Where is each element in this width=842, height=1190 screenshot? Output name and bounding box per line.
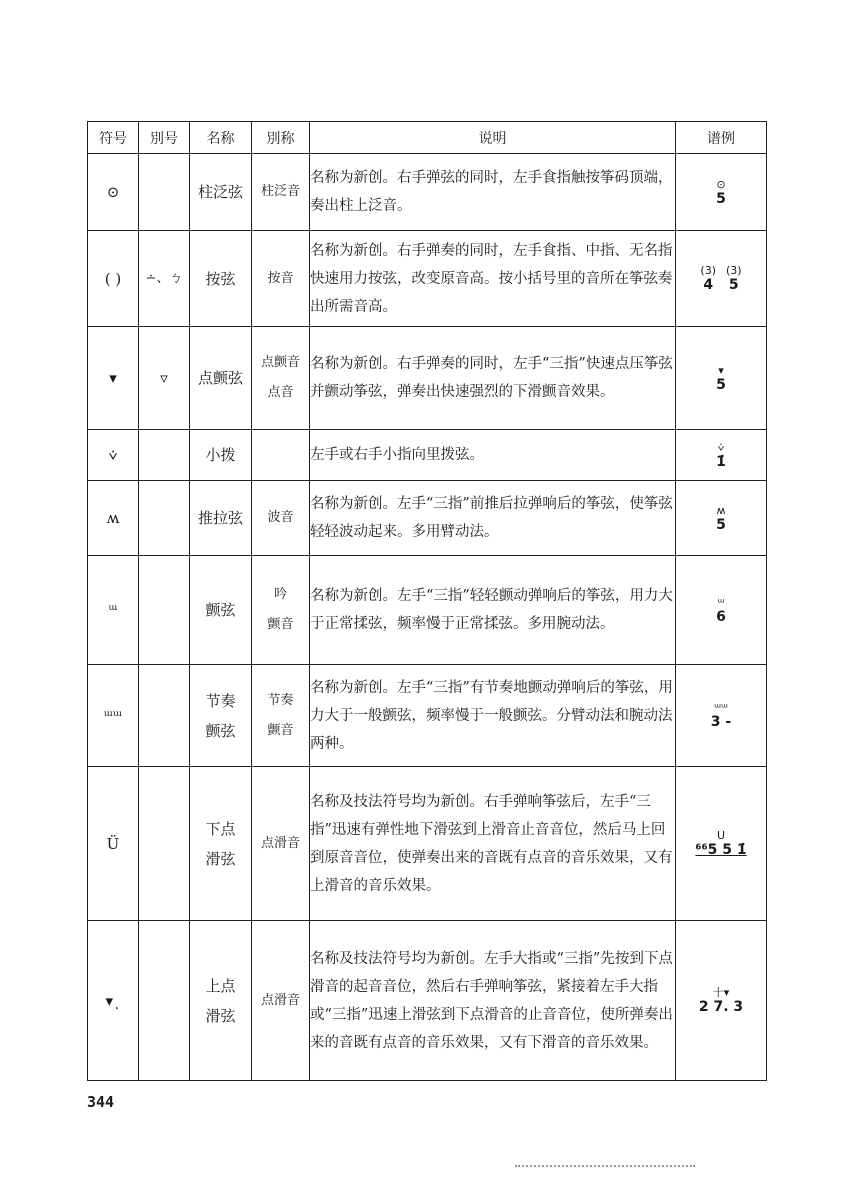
- row-symbol: ▾: [88, 327, 139, 430]
- page-number: 344: [87, 1093, 115, 1111]
- header-alias: 別称: [252, 122, 310, 154]
- example-note: 5: [716, 190, 726, 207]
- alias-line: 柱泛音: [260, 184, 300, 199]
- alias-line: 点滑音: [260, 835, 300, 851]
- example-pair: [726, 264, 742, 293]
- row-symbol: ⊙: [88, 154, 139, 231]
- table-row: [88, 665, 767, 767]
- row-example: [676, 556, 767, 665]
- row-name: [190, 231, 252, 327]
- row-name: [190, 481, 252, 556]
- table-row: [88, 481, 767, 556]
- name-line: 颤弦: [205, 601, 236, 619]
- table-row: [88, 430, 767, 481]
- name-line: 点颤弦: [197, 369, 243, 387]
- row-symbol: Ü: [88, 767, 139, 921]
- row-symbol: ᵚᵚ: [88, 665, 139, 767]
- example-note: ⁶⁶5 5 1̇: [695, 842, 747, 858]
- table-header: [88, 122, 767, 154]
- row-alias: [252, 327, 310, 430]
- row-alias: [252, 921, 310, 1081]
- row-symbol: ʍ: [88, 481, 139, 556]
- row-alt-symbol: [139, 154, 190, 231]
- name-line: 上点: [205, 976, 236, 995]
- example-note: 2 7. 3: [698, 999, 744, 1015]
- row-alt-symbol: [139, 767, 190, 921]
- row-alias: [252, 767, 310, 921]
- example-mark: ᵚᵚ: [714, 701, 728, 714]
- row-example: [676, 430, 767, 481]
- table-row: [88, 154, 767, 231]
- example-mark: (3): [700, 264, 716, 277]
- row-alt-symbol: ∸、ㄅ: [139, 231, 190, 327]
- example-mark: (3): [726, 264, 742, 277]
- header-alt-symbol: 別号: [139, 122, 190, 154]
- alias-line: 吟: [273, 587, 287, 602]
- table-row: [88, 767, 767, 921]
- row-alias: [252, 481, 310, 556]
- alias-line: 点音: [267, 385, 294, 400]
- example-mark: ⩒: [717, 440, 725, 454]
- row-alias: [252, 231, 310, 327]
- table-row: [88, 921, 767, 1081]
- row-name: [190, 767, 252, 921]
- row-name: [190, 921, 252, 1081]
- row-example: [676, 481, 767, 556]
- name-line: 节奏: [205, 691, 236, 710]
- example-mark: ʍ: [716, 503, 726, 517]
- alias-line: 按音: [267, 270, 294, 286]
- row-example: [676, 327, 767, 430]
- row-alias: [252, 430, 310, 481]
- row-description: 名称及技法符号均为新创。右手弹响筝弦后，左手“三指”迅速有弹性地下滑弦到上滑音止音音位，然后马上回到原音音位，使弹奏出来的音既有点音的音乐效果，又有上滑音的音乐效果。: [310, 767, 676, 921]
- row-description: 名称为新创。右手弹奏的同时，左手“三指”快速点压筝弦并颤动筝弦，弹奏出快速强烈的下滑颤音效果。: [310, 327, 676, 430]
- row-description: 名称为新创。左手“三指”前推后拉弹响后的筝弦，使筝弦轻轻波动起来。多用臂动法。: [310, 481, 676, 556]
- alias-line: 颤音: [267, 722, 294, 738]
- example-note: 4: [703, 277, 714, 293]
- row-symbol: ⩒: [88, 430, 139, 481]
- row-description: 名称及技法符号均为新创。左手大指或“三指”先按到下点滑音的起音音位，然后右手弹响筝弦，紧接着左手大指或“三指”迅速上滑弦到下点滑音的止音音位，使所弹奏出来的音既有点音的音乐效果，又有下滑音的音乐效果。: [310, 921, 676, 1081]
- header-example: 谱例: [676, 122, 767, 154]
- row-example: [676, 767, 767, 921]
- notation-table: [87, 121, 767, 1081]
- header-name: 名称: [190, 122, 252, 154]
- table-row: [88, 556, 767, 665]
- name-line: 按弦: [205, 269, 236, 288]
- table-row: [88, 327, 767, 430]
- example-mark: ▾: [718, 363, 724, 377]
- row-alias: [252, 665, 310, 767]
- row-alt-symbol: [139, 556, 190, 665]
- alias-line: 点滑音: [260, 992, 300, 1008]
- example-note: 3 -: [710, 714, 732, 730]
- row-symbol: ᵚ: [88, 556, 139, 665]
- header-description: 说明: [310, 122, 676, 154]
- row-symbol: ▾ͺ: [88, 921, 139, 1081]
- row-description: 名称为新创。左手“三指”有节奏地颤动弹响后的筝弦，用力大于一般颤弦，频率慢于一般颤弦。分臂动法和腕动法两种。: [310, 665, 676, 767]
- alias-line: 点颤音: [260, 355, 300, 370]
- name-line: 滑弦: [205, 849, 236, 868]
- name-line: 颤弦: [205, 721, 236, 740]
- example-mark: 十▾: [712, 986, 730, 999]
- row-alias: [252, 556, 310, 665]
- header-symbol: 符号: [88, 122, 139, 154]
- row-description: 名称为新创。左手“三指”轻轻颤动弹响后的筝弦，用力大于正常揉弦，频率慢于正常揉弦。多用腕动法。: [310, 556, 676, 665]
- example-mark: ᵚ: [717, 595, 725, 609]
- row-alias: [252, 154, 310, 231]
- example-mark: U: [716, 829, 726, 842]
- example-pair: [700, 264, 716, 293]
- row-name: [190, 430, 252, 481]
- name-line: 滑弦: [205, 1006, 236, 1025]
- alias-line: 节奏: [267, 692, 294, 708]
- row-example: [676, 231, 767, 327]
- row-alt-symbol: [139, 665, 190, 767]
- row-example: [676, 154, 767, 231]
- example-note: 5: [716, 376, 726, 393]
- row-description: 左手或右手小指向里拨弦。: [310, 430, 676, 481]
- table-row: [88, 231, 767, 327]
- row-alt-symbol: [139, 430, 190, 481]
- name-line: 柱泛弦: [197, 183, 243, 201]
- example-note: 6: [716, 608, 726, 625]
- row-example: [676, 921, 767, 1081]
- alias-line: 波音: [267, 510, 294, 525]
- row-name: [190, 154, 252, 231]
- row-alt-symbol: [139, 921, 190, 1081]
- row-name: [190, 665, 252, 767]
- footer-rule: [515, 1165, 695, 1169]
- row-alt-symbol: [139, 481, 190, 556]
- row-description: 名称为新创。右手弹弦的同时，左手食指触按筝码顶端，奏出柱上泛音。: [310, 154, 676, 231]
- alias-line: 颤音: [267, 617, 294, 632]
- example-note: 1̇: [716, 453, 726, 470]
- row-name: [190, 327, 252, 430]
- row-name: [190, 556, 252, 665]
- example-note: 5: [728, 277, 739, 293]
- row-alt-symbol: ▿: [139, 327, 190, 430]
- row-example: [676, 665, 767, 767]
- name-line: 下点: [205, 819, 236, 838]
- name-line: 小拨: [205, 446, 236, 464]
- name-line: 推拉弦: [197, 509, 243, 527]
- row-description: 名称为新创。右手弹奏的同时，左手食指、中指、无名指快速用力按弦，改变原音高。按小括号里的音所在筝弦奏出所需音高。: [310, 231, 676, 327]
- row-symbol: ( ): [88, 231, 139, 327]
- example-note: 5: [716, 516, 726, 533]
- example-mark: ⊙: [716, 177, 726, 191]
